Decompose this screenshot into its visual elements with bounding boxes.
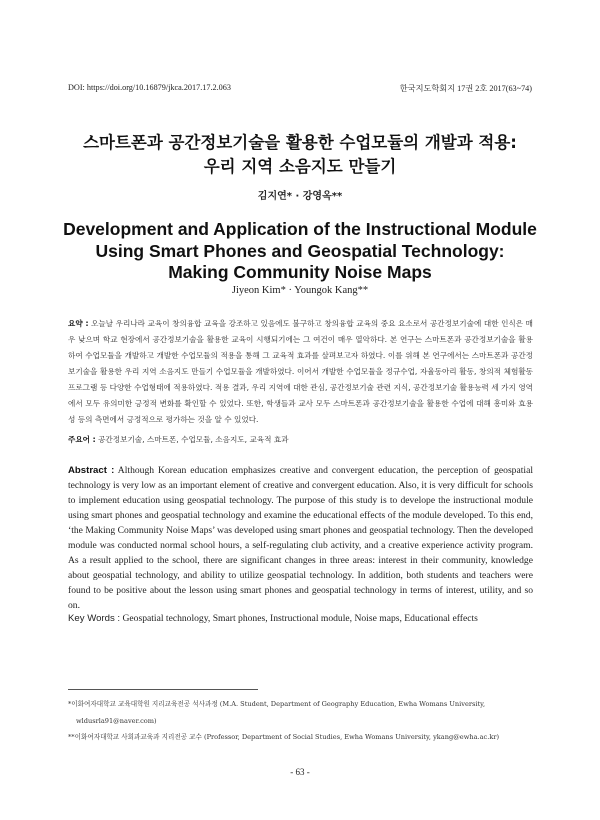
korean-abstract [68, 316, 533, 428]
english-abstract-label: Abstract : [68, 465, 115, 476]
korean-authors: 김지연* · 강영옥** [257, 191, 343, 202]
journal-citation: 한국지도학회지 17권 2호 2017(63~74) [399, 84, 532, 93]
korean-title-line: 우리 지역 소음지도 만들기 [203, 157, 397, 176]
english-abstract-text: Although Korean education emphasizes creative and convergent education, the perception of geospatial technology is very low as an important element of creative and convergent education. Also, it is very difficult for schools to implement education using geospatial technology. The purpose of this study is to develope the instructional module using smart phones and geospatial technology and examine the educational effects of the module developed. To this end, ‘the Making Community Noise Maps’ was developed using smart phones and geospatial technology. Then the developed module was conducted normal school hours, a self-regulating club activity, and a creative experience activity program. As a result applied to the school, there are significant changes in three areas: interest in their community, knowledge about geospatial technology, and ability to utilize geospatial technology. In addition, both students and teachers were found to be positive about the lesson using smart phones and geospatial technology in terms of interest, utility, and so on. [68, 465, 533, 612]
korean-abstract-text: 오늘날 우리나라 교육이 창의융합 교육을 강조하고 있음에도 불구하고 창의융합 교육의 중요 요소로서 공간정보기술에 대한 인식은 매우 낮으며 학교 현장에서 공간정보기술을 활용한 교육이 시행되기에는 그 여건이 매우 열악하다. 본 연구는 스마트폰과 공간정보기술을 활용하여 수업모듈을 개발하고 개발한 수업모듈의 적용을 통해 그 교육적 효과를 살펴보고자 하였다. 이를 위해 본 연구에서는 스마트폰과 공간정보기술을 활용한 우리 지역 소음지도 만들기 수업모듈을 개발하였다. 이어서 개발한 수업모듈을 정규수업, 자율동아리 활동, 창의적 체험활동 프로그램 등 다양한 수업형태에 적용하였다. 적용 결과, 우리 지역에 대한 관심, 공간정보기술 관련 지식, 공간정보기술 활용능력 세 가지 영역에서 모두 유의미한 긍정적 변화를 확인할 수 있었다. 또한, 학생들과 교사 모두 스마트폰과 공간정보기술을 활용한 수업에 대해 흥미와 효용성 등의 측면에서 긍정적으로 평가하는 것을 알 수 있었다. [68, 319, 533, 424]
korean-abstract-label: 요약 : [68, 319, 89, 328]
english-title-line: Development and Application of the Instructional Module [63, 219, 537, 239]
korean-keywords-label: 주요어 : [68, 435, 96, 444]
english-keywords [68, 613, 533, 624]
english-keywords-label: Key Words : [68, 613, 121, 624]
english-keywords-text: Geospatial technology, Smart phones, Instructional module, Noise maps, Educational effects [120, 613, 478, 624]
english-authors: Jiyeon Kim* · Youngok Kang** [231, 285, 369, 296]
running-header [68, 83, 532, 97]
korean-title-line: 스마트폰과 공간정보기술을 활용한 수업모듈의 개발과 적용: [83, 133, 517, 152]
footnote-divider [68, 689, 258, 690]
footnote-line: wldusrla91@naver.com) [76, 716, 157, 725]
english-abstract [68, 463, 533, 613]
footnote-first-author [68, 696, 533, 729]
english-title [40, 219, 560, 284]
footnote-line: *이화여자대학교 교육대학원 지리교육전공 석사과정 (M.A. Student, Department of Geography Education, Ewha Womans University, [68, 700, 486, 708]
page-number: - 63 - [290, 767, 310, 777]
korean-keywords-text: 공간정보기술, 스마트폰, 수업모듈, 소음지도, 교육적 효과 [95, 435, 289, 444]
english-title-line: Using Smart Phones and Geospatial Technology: [95, 240, 505, 261]
doi-text[interactable]: DOI: https://doi.org/10.16879/jkca.2017.17.2.063 [68, 83, 231, 92]
korean-keywords [68, 434, 533, 445]
footnote-second-author: **이화여자대학교 사회과교육과 지리전공 교수 (Professor, Department of Social Studies, Ewha Womans University, ykang@ewha.ac.kr) [68, 733, 500, 741]
english-title-line: Making Community Noise Maps [168, 262, 432, 282]
korean-title [40, 131, 560, 179]
footnotes [68, 696, 533, 746]
